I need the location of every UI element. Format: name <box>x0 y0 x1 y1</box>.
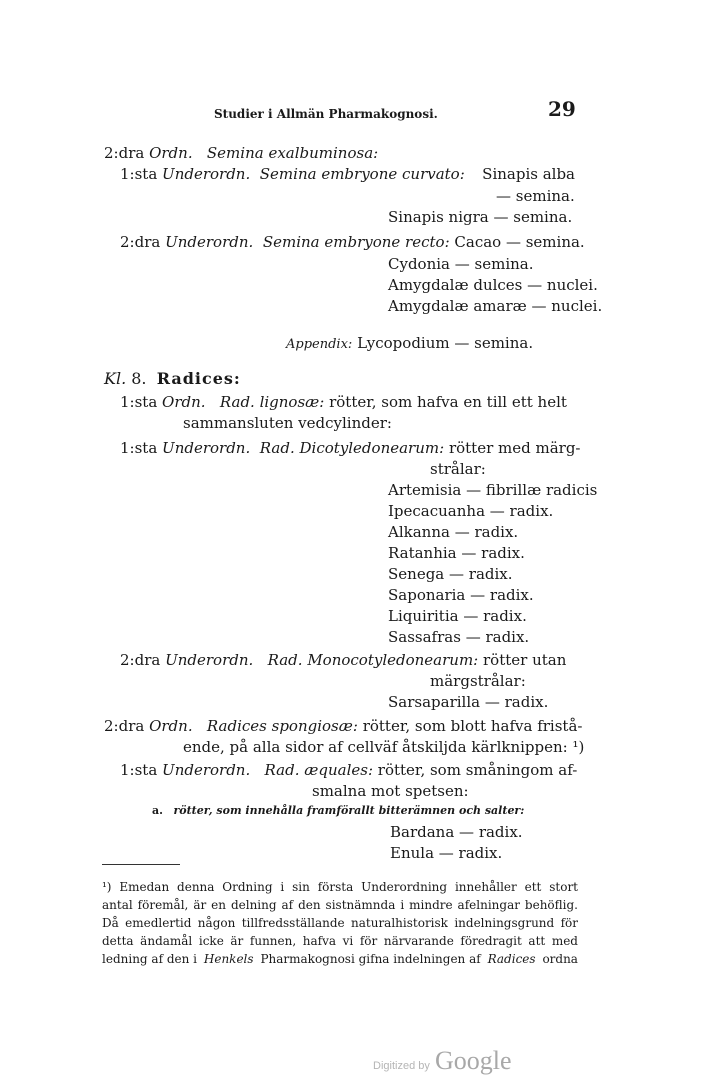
entry-text: Cacao — semina. <box>454 233 585 251</box>
suborder-desc: rötter med märg- <box>448 439 581 457</box>
list-item: Sarsaparilla — radix. <box>388 693 549 711</box>
continuation-line: strålar: <box>430 460 486 478</box>
google-logo: Google <box>434 1046 512 1075</box>
suborder-title: Rad. Dicotyledonearum: <box>259 439 445 457</box>
suborder-num: 1:sta <box>120 761 158 779</box>
continuation-line: sammansluten vedcylinder: <box>183 414 392 432</box>
suborder-title: Rad. æquales: <box>264 761 373 779</box>
order-title: Radices spongiosæ: <box>206 717 358 735</box>
line-suborder-2 <box>120 232 585 252</box>
line-subgroup-a <box>152 801 524 821</box>
line-suborder-dicot <box>120 438 581 458</box>
list-item: Alkanna — radix. <box>388 523 519 541</box>
digitized-watermark <box>373 1046 512 1076</box>
class-abbr: Kl. <box>104 369 127 388</box>
entry-text: Sinapis alba <box>482 165 575 183</box>
suborder-abbr: Underordn. <box>162 761 251 779</box>
order-desc: rötter, som hafva en till ett helt <box>329 393 567 411</box>
line-suborder-aequales <box>120 760 577 780</box>
suborder-num: 1:sta <box>120 439 158 457</box>
footnote-author: Henkels <box>203 952 254 966</box>
line-suborder-monocot <box>120 650 566 670</box>
list-item: Enula — radix. <box>390 844 503 862</box>
suborder-desc: rötter utan <box>483 651 567 669</box>
footnote-line: Då emedlertid någon tillfredsställande naturalhistorisk indelningsgrund för <box>102 916 578 930</box>
entry-line: Sinapis nigra — semina. <box>388 208 573 226</box>
suborder-num: 2:dra <box>120 651 161 669</box>
list-item: Ipecacuanha — radix. <box>388 502 554 520</box>
order-abbr: Ordn. <box>149 717 193 735</box>
footnote-line-last <box>102 950 578 969</box>
order-num: 1:sta <box>120 393 158 411</box>
footnote-line: ¹) Emedan denna Ordning i sin första Underordning innehåller ett stort <box>102 880 578 894</box>
footnote-text: Pharmakognosi gifna indelningen af <box>260 952 481 966</box>
order-abbr: Ordn. <box>149 144 193 162</box>
list-item: Ratanhia — radix. <box>388 544 525 562</box>
continuation-line: smalna mot spetsen: <box>312 782 469 800</box>
list-item: Senega — radix. <box>388 565 513 583</box>
suborder-num: 2:dra <box>120 233 161 251</box>
line-order-spongiosae <box>104 716 582 736</box>
suborder-abbr: Underordn. <box>165 651 254 669</box>
line-suborder-1 <box>120 164 575 184</box>
footnote-text: ordna <box>542 952 578 966</box>
suborder-abbr: Underordn. <box>165 233 254 251</box>
list-item: Sassafras — radix. <box>388 628 530 646</box>
class-title: Radices: <box>156 369 241 388</box>
suborder-num: 1:sta <box>120 165 158 183</box>
continuation-line: märgstrålar: <box>430 672 526 690</box>
suborder-title: Semina embryone recto: <box>262 233 450 251</box>
appendix-label: Appendix: <box>286 337 353 352</box>
footnote-line: antal föremål, är en delning af den sistnämnda i mindre afelningar behöflig. <box>102 898 578 912</box>
list-item: Saponaria — radix. <box>388 586 534 604</box>
order-abbr: Ordn. <box>162 393 206 411</box>
footnote-text: ledning af den i <box>102 952 197 966</box>
entry-line: — semina. <box>496 187 575 205</box>
subgroup-title: rötter, som innehålla framförallt bitterämnen och salter: <box>173 804 525 817</box>
entry-line: Cydonia — semina. <box>388 255 534 273</box>
watermark-prefix: Digitized by <box>373 1060 430 1072</box>
list-item: Artemisia — fibrillæ radicis <box>388 481 598 499</box>
footnote-term: Radices <box>487 952 536 966</box>
entry-text: Lycopodium — semina. <box>357 334 534 352</box>
suborder-title: Semina embryone curvato: <box>259 165 465 183</box>
page-number: 29 <box>548 97 576 121</box>
continuation-line: ende, på alla sidor af cellväf åtskiljda kärlknippen: ¹) <box>183 738 585 756</box>
list-item: Liquiritia — radix. <box>388 607 527 625</box>
class-num: 8. <box>131 369 147 388</box>
order-num: 2:dra <box>104 144 145 162</box>
entry-line: Amygdalæ amaræ — nuclei. <box>388 297 603 315</box>
order-title: Rad. lignosæ: <box>219 393 325 411</box>
entry-line: Amygdalæ dulces — nuclei. <box>388 276 598 294</box>
suborder-abbr: Underordn. <box>162 439 251 457</box>
suborder-desc: rötter, som småningom af- <box>377 761 578 779</box>
order-title: Semina exalbuminosa: <box>206 144 379 162</box>
footnote-rule <box>102 864 180 865</box>
line-appendix <box>286 333 533 355</box>
footnote-line: detta ändamål icke är funnen, hafva vi för närvarande föredragit att med <box>102 934 578 948</box>
suborder-abbr: Underordn. <box>162 165 251 183</box>
order-desc: rötter, som blott hafva fristå- <box>362 717 583 735</box>
order-num: 2:dra <box>104 717 145 735</box>
line-class-8 <box>104 369 241 389</box>
line-order-lignosae <box>120 392 567 412</box>
line-seminal-order <box>104 143 378 163</box>
running-title: Studier i Allmän Pharmakognosi. <box>214 107 438 121</box>
list-item: Bardana — radix. <box>390 823 523 841</box>
subgroup-label: a. <box>152 804 163 817</box>
suborder-title: Rad. Monocotyledonearum: <box>267 651 479 669</box>
